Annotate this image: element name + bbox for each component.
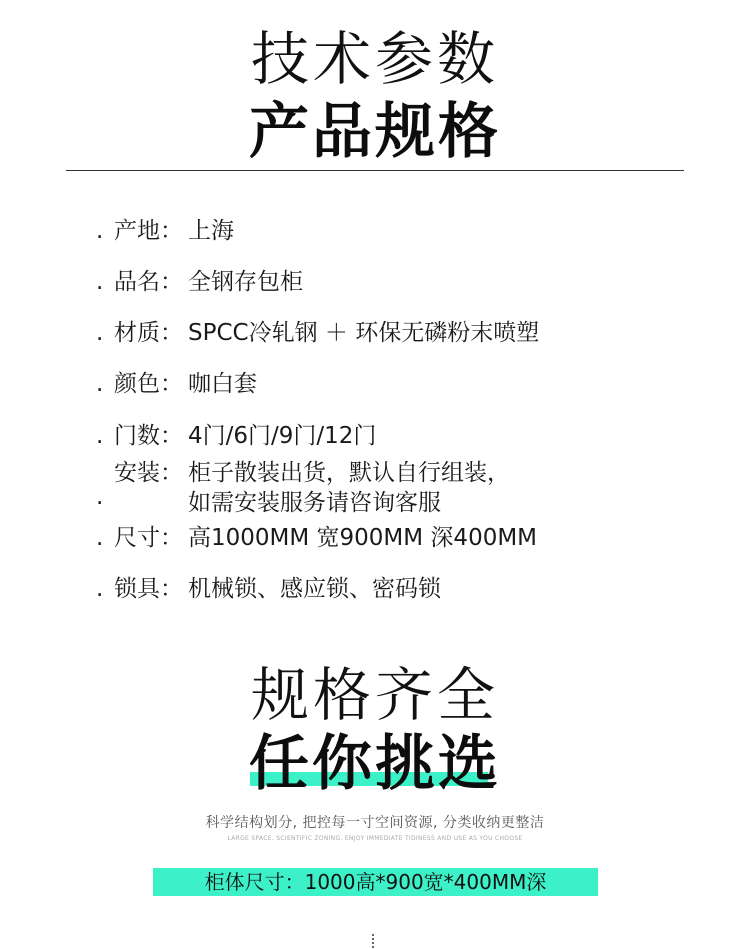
section-title: 规格齐全 xyxy=(250,661,499,729)
spec-value: 高1000MM 宽900MM 深400MM xyxy=(188,525,538,551)
spec-row-lock xyxy=(96,574,696,604)
spec-label: 门数： xyxy=(114,423,183,449)
tagline-english: LARGE SPACE, SCIENTIFIC ZONING, ENJOY IMMEDIATE TIDINESS AND USE AS YOU CHOOSE xyxy=(227,835,523,842)
bullet-dot: . xyxy=(96,320,104,346)
bullet-dot: . xyxy=(96,269,104,295)
spec-row-origin xyxy=(96,216,696,246)
section-subtitle: 任你挑选 xyxy=(249,729,501,799)
bullet-dot: . xyxy=(96,576,104,602)
spec-label: 尺寸： xyxy=(114,525,183,551)
spec-row-color xyxy=(96,369,696,399)
bullet-dot: . xyxy=(96,218,104,244)
spec-value-install-line1: 柜子散装出货，默认自行组装， xyxy=(188,460,510,486)
spec-label: 锁具： xyxy=(114,576,183,602)
bullet-dot: . xyxy=(96,525,104,551)
spec-row-doors xyxy=(96,421,696,451)
bullet-dot: . xyxy=(96,371,104,397)
specs-title: 技术参数 xyxy=(250,25,499,93)
cabinet-size-bar: 柜体尺寸：1000高*900宽*400MM深 xyxy=(153,868,598,896)
specs-subtitle: 产品规格 xyxy=(249,97,501,167)
bullet-dot: . xyxy=(96,423,104,449)
spec-value: 咖白套 xyxy=(188,371,257,397)
spec-label-install: 安装： xyxy=(114,460,183,486)
bullet-dot: . xyxy=(96,484,104,510)
spec-value: 机械锁、感应锁、密码锁 xyxy=(188,576,441,602)
spec-row-name xyxy=(96,267,696,297)
divider xyxy=(66,170,684,171)
dotted-line-marker xyxy=(372,934,376,948)
spec-value: SPCC冷轧钢 ＋ 环保无磷粉末喷塑 xyxy=(188,320,540,346)
spec-value: 全钢存包柜 xyxy=(188,269,303,295)
spec-row-size xyxy=(96,523,696,553)
spec-label: 材质： xyxy=(114,320,183,346)
spec-value: 上海 xyxy=(188,218,234,244)
spec-value: 4门/6门/9门/12门 xyxy=(188,423,377,449)
spec-label: 颜色： xyxy=(114,371,183,397)
tagline-chinese: 科学结构划分, 把控每一寸空间资源, 分类收纳更整洁 xyxy=(205,815,545,831)
spec-row-material xyxy=(96,318,696,348)
spec-label: 产地： xyxy=(114,218,183,244)
spec-value-install-line2: 如需安装服务请咨询客服 xyxy=(188,490,441,516)
spec-label: 品名： xyxy=(114,269,183,295)
